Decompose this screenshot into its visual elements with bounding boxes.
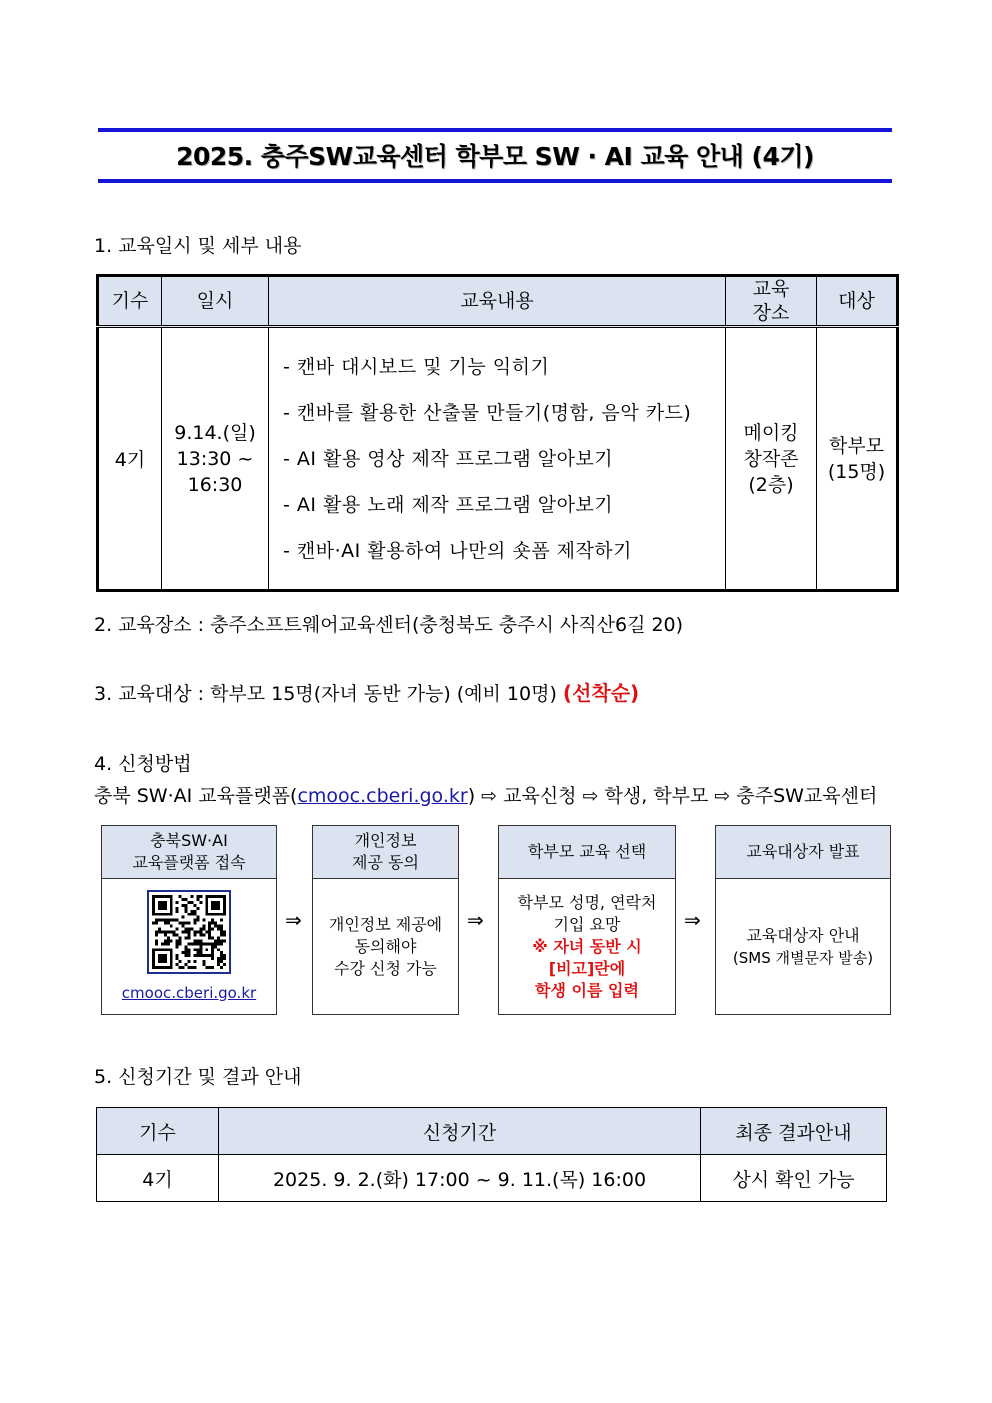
step-2-body-line: 개인정보 제공에	[328, 914, 443, 934]
header-period: 신청기간	[219, 1108, 701, 1155]
step-1-header-line: 충북SW·AI	[150, 831, 228, 850]
step-3-body	[499, 879, 675, 1014]
header-cohort: 기수	[98, 276, 162, 327]
arrow-icon: ⇒	[467, 908, 484, 932]
content-item: - 캔바 대시보드 및 기능 익히기	[283, 355, 550, 378]
step-2-body-line: 수강 신청 가능	[334, 958, 437, 978]
header-place: 교육 장소	[726, 276, 817, 327]
schedule-row	[98, 327, 898, 591]
schedule-table	[96, 274, 899, 592]
title-top-rule	[98, 128, 892, 132]
application-path	[94, 781, 877, 808]
place-line: 창작존	[743, 447, 799, 470]
step-2-body	[313, 879, 458, 1014]
step-3-header: 학부모 교육 선택	[499, 826, 675, 879]
arrow-icon: ⇒	[285, 908, 302, 932]
step-4-body	[716, 879, 890, 1014]
step-3-body-line: 기입 요망	[553, 914, 621, 934]
step-3-note-line: [비고]란에	[548, 958, 626, 978]
content-item: - AI 활용 영상 제작 프로그램 알아보기	[283, 447, 614, 470]
path-prefix: 충북 SW·AI 교육플랫폼(	[94, 785, 298, 807]
step-1-header-line: 교육플랫폼 접속	[132, 853, 246, 872]
target-cell	[817, 327, 898, 591]
step-2-header-line: 제공 동의	[352, 853, 419, 872]
step-3-note-line: ※ 자녀 동반 시	[532, 936, 642, 956]
step-2-header	[313, 826, 458, 879]
step-4-header: 교육대상자 발표	[716, 826, 890, 879]
period-dates-cell: 2025. 9. 2.(화) 17:00 ~ 9. 11.(목) 16:00	[219, 1155, 701, 1202]
qr-platform-link[interactable]: cmooc.cberi.go.kr	[121, 983, 257, 1002]
header-target: 대상	[817, 276, 898, 327]
step-4-body-line: 교육대상자 안내	[746, 925, 860, 945]
place-line: (2층)	[748, 473, 794, 496]
title-bottom-rule	[98, 179, 892, 183]
cohort-cell: 4기	[98, 327, 162, 591]
section-4-heading: 4. 신청방법	[94, 753, 192, 775]
target-text: 3. 교육대상 : 학부모 15명(자녀 동반 가능) (예비 10명)	[94, 683, 557, 705]
period-table	[96, 1107, 887, 1202]
datetime-cell	[162, 327, 269, 591]
step-platform-access	[101, 825, 277, 1015]
step-3-note-line: 학생 이름 입력	[535, 980, 639, 1000]
qr-code-icon[interactable]	[147, 890, 231, 974]
page-title: 2025. 충주SW교육센터 학부모 SW · AI 교육 안내 (4기)	[176, 142, 814, 171]
arrow-icon: ⇒	[684, 908, 701, 932]
step-select-course	[498, 825, 676, 1015]
target-line: (15명)	[827, 460, 886, 483]
time-end-line: 16:30	[187, 473, 243, 496]
section-2-location: 2. 교육장소 : 충주소프트웨어교육센터(충청북도 충주시 사직산6길 20)	[94, 614, 684, 636]
period-header-row	[97, 1108, 887, 1155]
content-item: - 캔바를 활용한 산출물 만들기(명함, 음악 카드)	[283, 401, 692, 424]
section-5-heading: 5. 신청기간 및 결과 안내	[94, 1066, 302, 1088]
section-3-target	[94, 677, 639, 706]
step-consent	[312, 825, 459, 1015]
date-line: 9.14.(일)	[174, 421, 256, 444]
content-item: - 캔바·AI 활용하여 나만의 숏폼 제작하기	[283, 539, 633, 562]
platform-link[interactable]: cmooc.cberi.go.kr	[297, 785, 468, 807]
header-datetime: 일시	[162, 276, 269, 327]
place-line: 메이킹	[743, 421, 799, 444]
step-4-body-line: (SMS 개별문자 발송)	[732, 948, 874, 967]
content-item: - AI 활용 노래 제작 프로그램 알아보기	[283, 493, 614, 516]
step-1-body	[102, 879, 276, 1014]
section-1-heading: 1. 교육일시 및 세부 내용	[94, 235, 302, 257]
header-result: 최종 결과안내	[701, 1108, 887, 1155]
time-start-line: 13:30 ~	[176, 447, 254, 470]
step-1-header	[102, 826, 276, 879]
schedule-header-row	[98, 276, 898, 327]
path-suffix: ) ⇨ 교육신청 ⇨ 학생, 학부모 ⇨ 충주SW교육센터	[467, 785, 878, 807]
step-2-body-line: 동의해야	[354, 936, 417, 956]
target-line: 학부모	[828, 434, 885, 457]
header-cohort: 기수	[97, 1108, 219, 1155]
header-content: 교육내용	[269, 276, 726, 327]
period-row	[97, 1155, 887, 1202]
step-3-body-line: 학부모 성명, 연락처	[517, 892, 657, 912]
first-come-badge: (선착순)	[562, 681, 640, 705]
place-cell	[726, 327, 817, 591]
step-announcement	[715, 825, 891, 1015]
step-2-header-line: 개인정보	[354, 831, 417, 850]
period-result-cell: 상시 확인 가능	[701, 1155, 887, 1202]
period-cohort-cell: 4기	[97, 1155, 219, 1202]
content-cell	[269, 327, 726, 591]
